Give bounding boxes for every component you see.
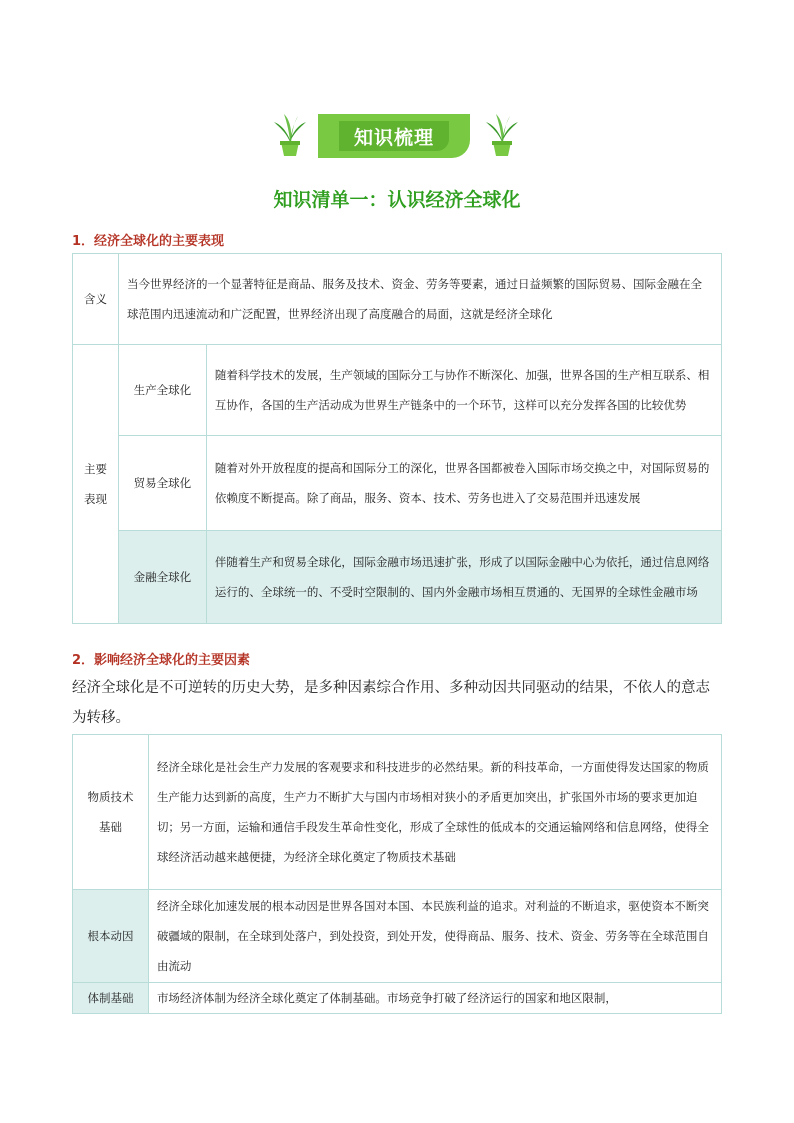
definition-text: 当今世界经济的一个显著特征是商品、服务及技术、资金、劳务等要素，通过日益频繁的国际贸易、国际金融在全球范围内迅速流动和广泛配置，世界经济出现了高度融合的局面，这就是经济全球化 <box>118 254 721 345</box>
row-label: 体制基础 <box>73 983 149 1014</box>
label-line: 表现 <box>83 492 107 506</box>
table-row <box>73 890 722 983</box>
row-label: 根本动因 <box>73 890 149 983</box>
row-label: 金融全球化 <box>118 531 206 624</box>
row-text: 伴随着生产和贸易全球化，国际金融市场迅速扩张，形成了以国际金融中心为依托，通过信息网络运行的、全球统一的、不受时空限制的、国内外金融市场相互贯通的、无国界的全球性金融市场 <box>206 531 721 624</box>
potted-plant-icon <box>484 112 520 158</box>
row-text: 经济全球化加速发展的根本动因是世界各国对本国、本民族利益的追求。对利益的不断追求，驱使资本不断突破疆域的限制，在全球到处落户，到处投资，到处开发，使得商品、服务、技术、资金、劳务等在全球范围自由流动 <box>148 890 721 983</box>
table-row <box>73 531 722 624</box>
row-label: 生产全球化 <box>118 345 206 436</box>
manifestation-table <box>72 253 722 624</box>
main-manifestation-label <box>73 345 119 624</box>
row-text: 随着科学技术的发展，生产领域的国际分工与协作不断深化、加强，世界各国的生产相互联系、相互协作，各国的生产活动成为世界生产链条中的一个环节，这样可以充分发挥各国的比较优势 <box>206 345 721 436</box>
row-label: 物质技术基础 <box>73 735 149 890</box>
table-row <box>73 983 722 1014</box>
section-heading-2: 2．影响经济全球化的主要因素 <box>72 653 251 668</box>
table-row <box>73 735 722 890</box>
intro-paragraph: 经济全球化是不可逆转的历史大势，是多种因素综合作用、多种动因共同驱动的结果，不依人的意志为转移。 <box>72 680 710 726</box>
row-label: 贸易全球化 <box>118 436 206 531</box>
table-row <box>73 345 722 436</box>
section-heading-1: 1．经济全球化的主要表现 <box>72 234 225 249</box>
row-text: 市场经济体制为经济全球化奠定了体制基础。市场竞争打破了经济运行的国家和地区限制， <box>148 983 721 1014</box>
label-line: 主要 <box>83 462 107 476</box>
table-row <box>73 436 722 531</box>
page-title: 知识清单一：认识经济全球化 <box>273 189 521 211</box>
table-row <box>73 254 722 345</box>
potted-plant-icon <box>272 112 308 158</box>
banner-label: 知识梳理 <box>339 121 449 151</box>
row-text: 随着对外开放程度的提高和国际分工的深化，世界各国都被卷入国际市场交换之中，对国际贸易的依赖度不断提高。除了商品，服务、资本、技术、劳务也进入了交易范围并迅速发展 <box>206 436 721 531</box>
factors-table <box>72 734 722 1014</box>
row-text: 经济全球化是社会生产力发展的客观要求和科技进步的必然结果。新的科技革命，一方面使得发达国家的物质生产能力达到新的高度，生产力不断扩大与国内市场相对狭小的矛盾更加突出，扩张国外市场的要求更加迫切；另一方面，运输和通信手段发生革命性变化，形成了全球性的低成本的交通运输网络和信息网络，使得全球经济活动越来越便捷，为经济全球化奠定了物质技术基础 <box>148 735 721 890</box>
section-banner <box>0 110 794 160</box>
banner-box <box>318 114 470 158</box>
definition-label: 含义 <box>73 254 119 345</box>
